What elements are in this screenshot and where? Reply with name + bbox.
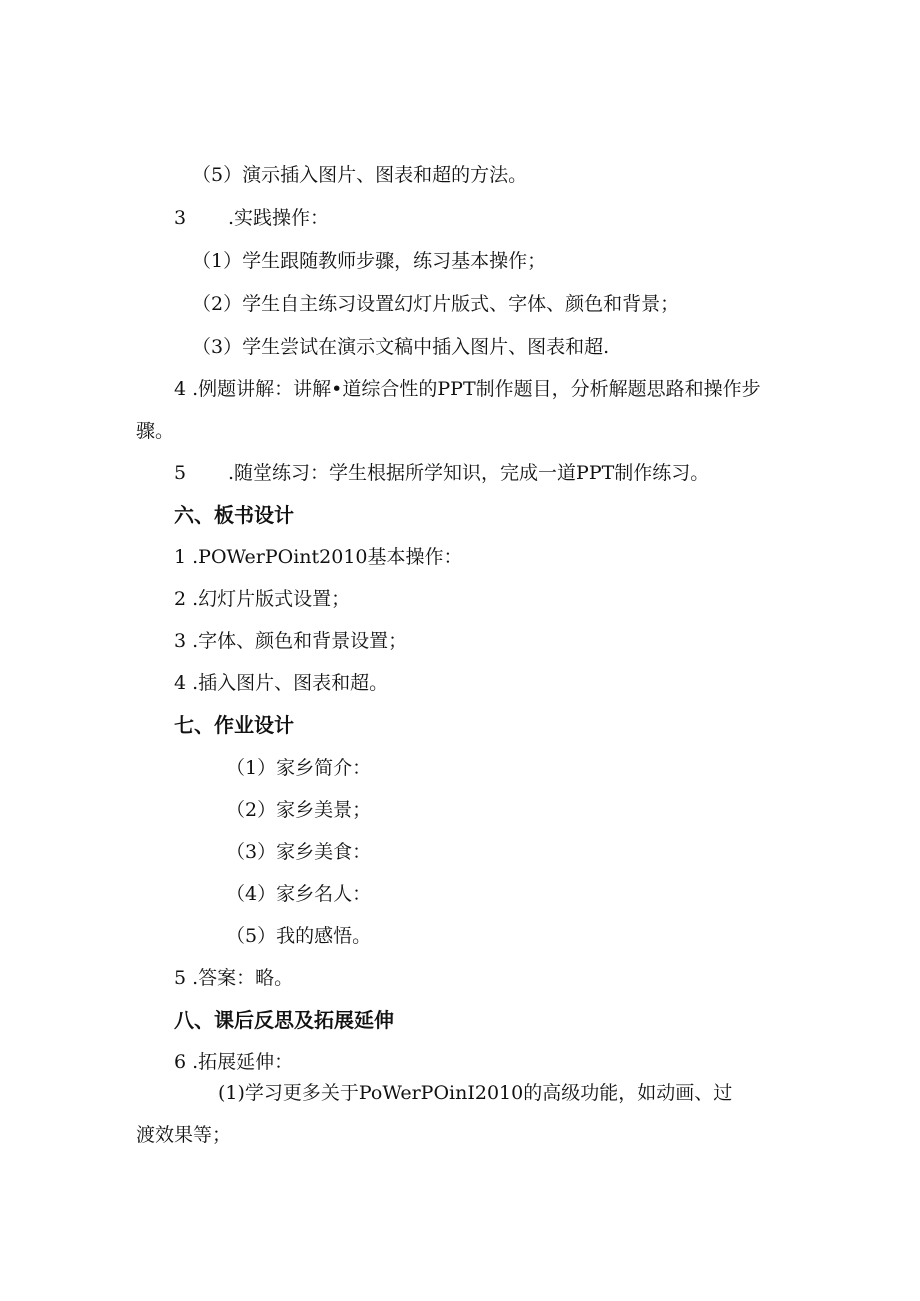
item-text: .随堂练习：学生根据所学知识，完成一道PPT制作练习。 [228, 462, 710, 484]
item-number: 3 [174, 207, 187, 229]
section-5-exercise [174, 461, 709, 485]
section-4-example-cont: 骤。 [136, 420, 175, 442]
extension-title: 6 .拓展延伸： [174, 1051, 294, 1073]
extension-item-1: (1)学习更多关于PoWerPOinI2010的高级功能，如动画、过 [218, 1082, 733, 1104]
homework-item-5: （5）我的感悟。 [226, 925, 372, 947]
step-2-5: （5）演示插入图片、图表和超的方法。 [192, 164, 528, 186]
practice-1: （1）学生跟随教师步骤，练习基本操作； [192, 250, 547, 272]
board-item-2: 2 .幻灯片版式设置； [174, 588, 351, 610]
board-item-4: 4 .插入图片、图表和超。 [174, 672, 389, 694]
board-item-3: 3 .字体、颜色和背景设置； [174, 630, 408, 652]
heading-reflection-extension: 八、课后反思及拓展延伸 [174, 1008, 394, 1032]
answer-line: 5 .答案：略。 [174, 967, 294, 989]
item-number: 5 [174, 462, 187, 484]
homework-item-2: （2）家乡美景； [226, 799, 372, 821]
homework-item-1: （1）家乡简介： [226, 757, 372, 779]
practice-2: （2）学生自主练习设置幻灯片版式、字体、颜色和背景； [192, 293, 680, 315]
section-4-example: 4 .例题讲解：讲解•道综合性的PPT制作题目，分析解题思路和操作步 [174, 378, 761, 400]
homework-item-3: （3）家乡美食： [226, 841, 372, 863]
homework-item-4: （4）家乡名人： [226, 883, 372, 905]
extension-item-1-cont: 渡效果等； [136, 1124, 232, 1146]
section-3-practice [174, 206, 329, 230]
practice-3: （3）学生尝试在演示文稿中插入图片、图表和超. [192, 336, 610, 358]
heading-homework-design: 七、作业设计 [174, 713, 294, 737]
board-item-1: 1 .POWerPOint2010基本操作： [174, 546, 463, 568]
item-text: .实践操作： [228, 207, 330, 229]
heading-board-design: 六、板书设计 [174, 503, 294, 527]
